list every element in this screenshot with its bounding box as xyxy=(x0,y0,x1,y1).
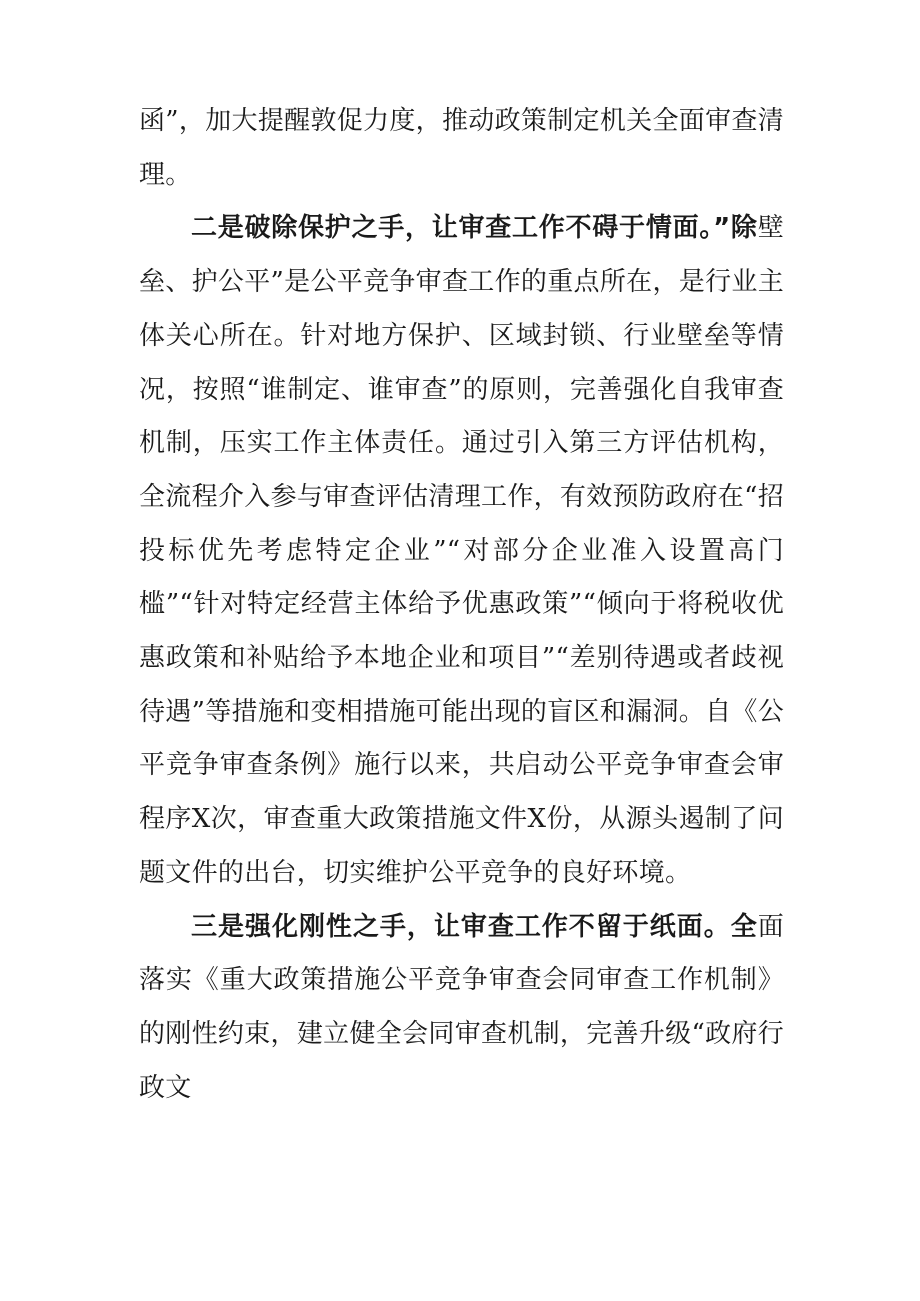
paragraph-1-text: 函”，加大提醒敦促力度，推动政策制定机关全面审查清理。 xyxy=(139,106,784,190)
paragraph-2-text: 壁垒、护公平”是公平竞争审查工作的重点所在，是行业主体关心所在。针对地方保护、区域封锁、行业壁垒等情况，按照“谁制定、谁审查”的原则，完善强化自我审查机制，压实工作主体责任。通过引入第三方评估机构，全流程介入参与审查评估清理工作，有效预防政府在“招投标优先考虑特定企业”“对部分企业准入设置高门槛”“针对特定经营主体给予优惠政策”“倾向于将税收优惠政策和补贴给予本地企业和项目”“差别待遇或者歧视待遇”等措施和变相措施可能出现的盲区和漏洞。自《公平竞争审查条例》施行以来，共启动公平竞争审查会审程序X次，审查重大政策措施文件X份，从源头遏制了问题文件的出台，切实维护公平竞争的良好环境。 xyxy=(139,213,784,888)
paragraph-1 xyxy=(139,95,784,202)
document-body xyxy=(139,95,784,1115)
paragraph-3 xyxy=(139,901,784,1116)
paragraph-2 xyxy=(139,202,784,900)
paragraph-3-lead: 三是强化刚性之手，让审查工作不留于纸面。全 xyxy=(191,911,758,942)
paragraph-3-text: 面落实《重大政策措施公平竞争审查会同审查工作机制》的刚性约束，建立健全会同审查机制，完善升级“政府行政文 xyxy=(139,911,784,1103)
paragraph-2-lead: 二是破除保护之手，让审查工作不碍于情面。”除 xyxy=(191,213,758,244)
